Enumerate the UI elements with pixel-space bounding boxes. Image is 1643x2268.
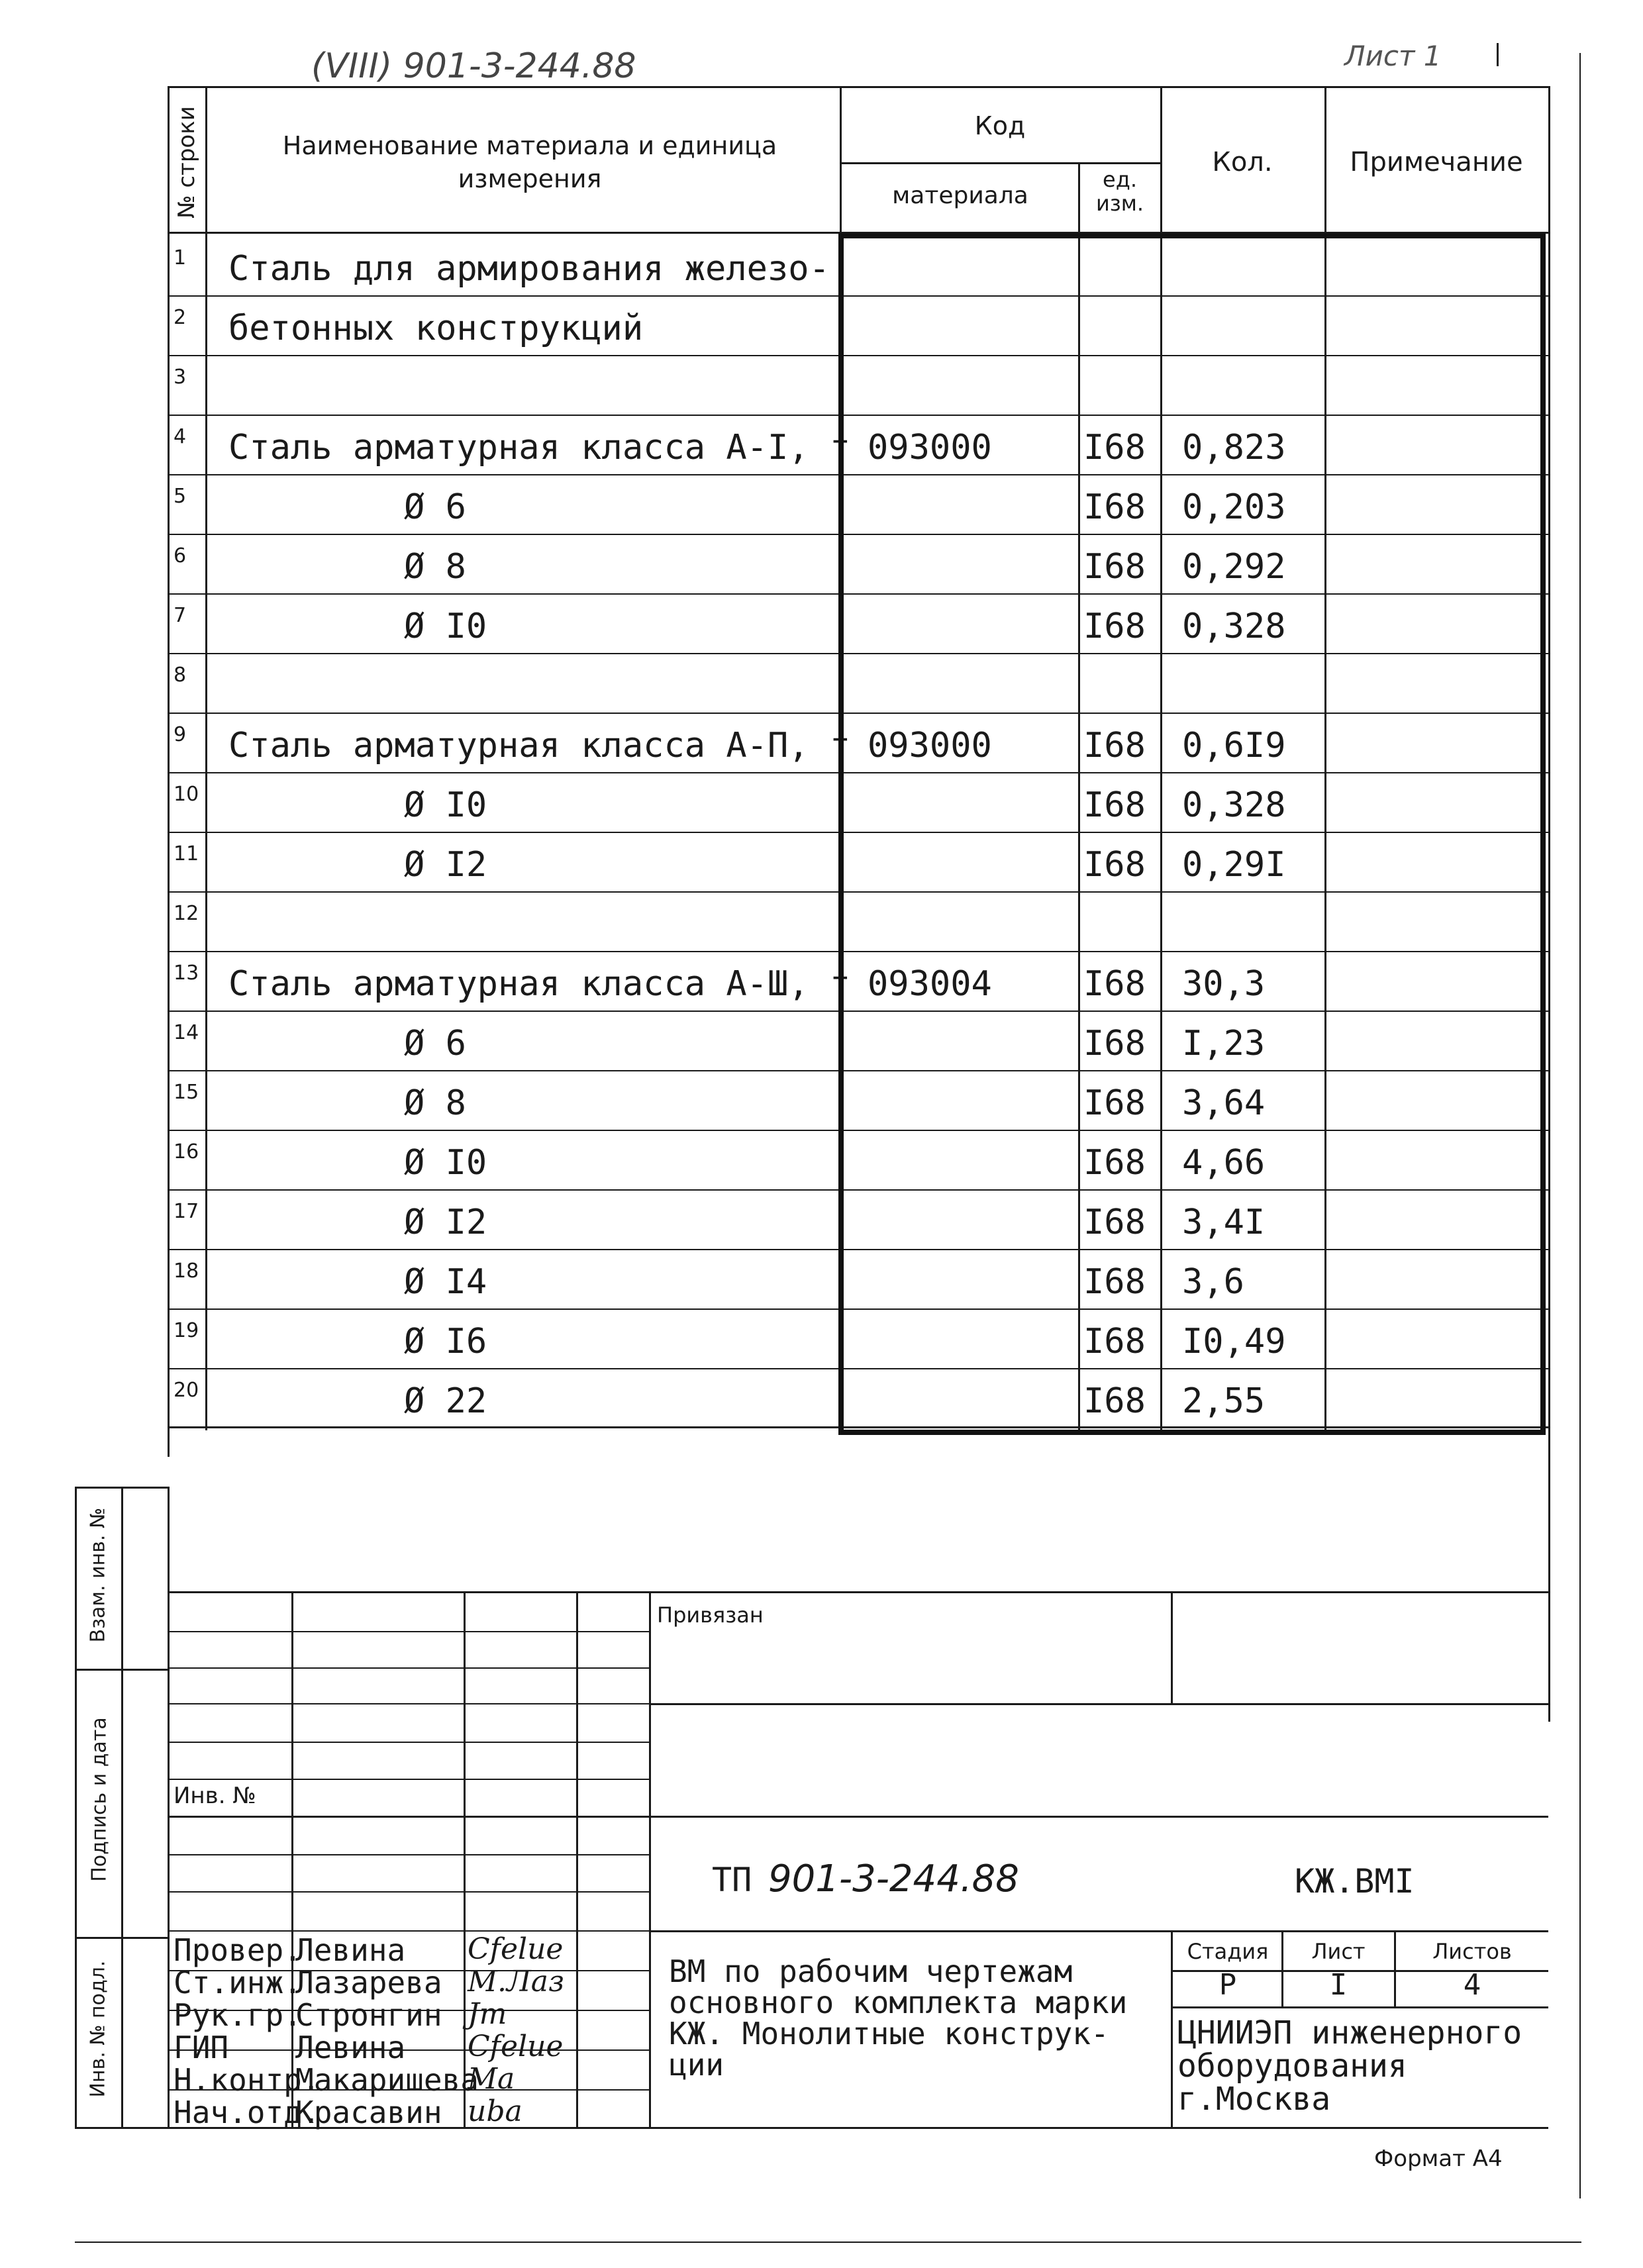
row-material-code: 093000 [868,726,992,765]
row-name: Ø I6 [404,1322,487,1361]
sheets-label: Листов [1432,1939,1512,1964]
row-unit-code: I68 [1083,964,1146,1004]
row-unit-code: I68 [1083,1322,1146,1361]
row-number: 19 [174,1319,199,1342]
signer-name: Стронгин [295,1997,442,2033]
signer-signature: Cfelue [468,2030,564,2063]
inv-podl-label: Инв. № подл. [86,1960,110,2098]
row-quantity: 0,29I [1182,845,1286,885]
row-number: 1 [174,246,187,270]
row-quantity: 0,328 [1182,607,1286,646]
row-number: 14 [174,1021,199,1044]
row-name: Ø 8 [404,547,466,587]
row-name: Ø I2 [404,845,487,885]
description-line-1: ВМ по рабочим чертежам [669,1953,1073,1989]
material-header: материала [892,182,1028,209]
signer-name: Лазарева [295,1965,442,2000]
row-quantity: 0,6I9 [1182,726,1286,765]
bold-frame [838,233,1546,1435]
org-line-1: ЦНИИЭП инженерного [1177,2014,1522,2051]
signer-signature: Jm [468,1997,507,2031]
row-material-code: 093000 [868,428,992,468]
row-name: Сталь арматурная класса А-П, т [228,726,851,765]
row-unit-code: I68 [1083,845,1146,885]
row-quantity: 0,328 [1182,785,1286,825]
row-quantity: 0,823 [1182,428,1286,468]
podpis-data-label: Подпись и дата [87,1717,111,1882]
row-name: Ø 22 [404,1381,487,1421]
note-header: Примечание [1350,147,1523,177]
row-number: 13 [174,961,199,985]
qty-header: Кол. [1212,147,1273,177]
code-header: Код [974,111,1026,140]
row-unit-code: I68 [1083,607,1146,646]
row-unit-code: I68 [1083,1203,1146,1242]
sheets-value: 4 [1463,1968,1481,2002]
row-quantity: 3,6 [1182,1262,1244,1302]
row-unit-code: I68 [1083,1024,1146,1063]
signer-role: Провер. [174,1932,302,1968]
inv-no-label: Инв. № [174,1783,256,1809]
row-name: Сталь арматурная класса А-Ш, т [228,964,851,1004]
row-name: Сталь для армирования железо- [228,249,830,289]
row-quantity: 4,66 [1182,1143,1266,1183]
row-unit-code: I68 [1083,547,1146,587]
unit-header: ед. изм. [1095,167,1144,216]
row-unit-code: I68 [1083,487,1146,527]
signer-role: Рук.гр. [174,1997,302,2033]
row-number-header: № строки [174,106,200,219]
signer-signature: Ma [468,2062,515,2096]
row-quantity: 30,3 [1182,964,1266,1004]
top-right-reference: Лист 1 [1344,40,1442,72]
row-number: 20 [174,1379,199,1402]
row-quantity: I0,49 [1182,1322,1286,1361]
stage-value: Р [1219,1968,1237,2002]
row-number: 17 [174,1200,199,1223]
row-number: 12 [174,902,199,925]
row-number: 10 [174,783,199,806]
row-number: 4 [174,425,187,448]
row-unit-code: I68 [1083,1083,1146,1123]
signer-role: Ст.инж. [174,1965,302,2000]
row-number: 3 [174,366,187,389]
row-unit-code: I68 [1083,726,1146,765]
tp-number: 901-3-244.88 [768,1857,1019,1900]
format-label: Формат А4 [1374,2145,1503,2172]
row-quantity: 3,4I [1182,1203,1266,1242]
row-material-code: 093004 [868,964,992,1004]
row-unit-code: I68 [1083,428,1146,468]
row-unit-code: I68 [1083,1262,1146,1302]
org-line-2: оборудования [1177,2047,1407,2085]
description-line-4: ции [669,2047,724,2083]
row-name: Ø 6 [404,1024,466,1063]
row-number: 11 [174,842,199,865]
name-header: Наименование материала и единица измерения [282,131,777,193]
description-line-3: КЖ. Монолитные конструк- [669,2016,1109,2051]
signer-name: Левина [295,2030,406,2065]
tp-label: ТП [712,1861,752,1899]
document-mark: КЖ.ВМI [1295,1862,1415,1900]
row-name: Ø I0 [404,785,487,825]
signer-role: Н.контр. [174,2062,321,2098]
signer-role: ГИП [174,2030,229,2065]
row-name: Ø I4 [404,1262,487,1302]
row-number: 15 [174,1081,199,1104]
row-quantity: 2,55 [1182,1381,1266,1421]
sheet-value: I [1329,1968,1348,2002]
row-name: Ø 6 [404,487,466,527]
row-number: 6 [174,544,187,567]
signer-name: Красавин [295,2095,442,2130]
row-number: 7 [174,604,187,627]
vzam-inv-label: Взам. инв. № [86,1507,110,1643]
row-number: 5 [174,485,187,508]
row-quantity: 3,64 [1182,1083,1266,1123]
row-number: 2 [174,306,187,329]
row-number: 18 [174,1259,199,1283]
org-line-3: г.Москва [1177,2081,1331,2118]
signer-name: Левина [295,1932,406,1968]
row-quantity: 0,203 [1182,487,1286,527]
row-number: 16 [174,1140,199,1163]
row-name: Сталь арматурная класса А-I, т [228,428,851,468]
sheet-label: Лист [1311,1939,1366,1964]
signer-signature: M.Лаз [468,1965,564,1998]
row-quantity: I,23 [1182,1024,1266,1063]
description-line-2: основного комплекта марки [669,1985,1128,2020]
row-quantity: 0,292 [1182,547,1286,587]
top-left-reference: (VIII) 901-3-244.88 [311,46,636,86]
row-unit-code: I68 [1083,785,1146,825]
signer-role: Нач.отд. [174,2095,321,2130]
row-name: Ø I0 [404,607,487,646]
row-name: бетонных конструкций [228,309,644,348]
row-name: Ø 8 [404,1083,466,1123]
signer-name: Макаришева [295,2062,479,2098]
signer-signature: Cfelue [468,1932,564,1966]
row-unit-code: I68 [1083,1143,1146,1183]
privyazan-label: Привязан [657,1602,764,1628]
stage-label: Стадия [1187,1939,1269,1964]
row-name: Ø I0 [404,1143,487,1183]
row-name: Ø I2 [404,1203,487,1242]
row-number: 9 [174,723,187,746]
row-number: 8 [174,664,187,687]
row-unit-code: I68 [1083,1381,1146,1421]
signer-signature: uba [468,2095,523,2128]
